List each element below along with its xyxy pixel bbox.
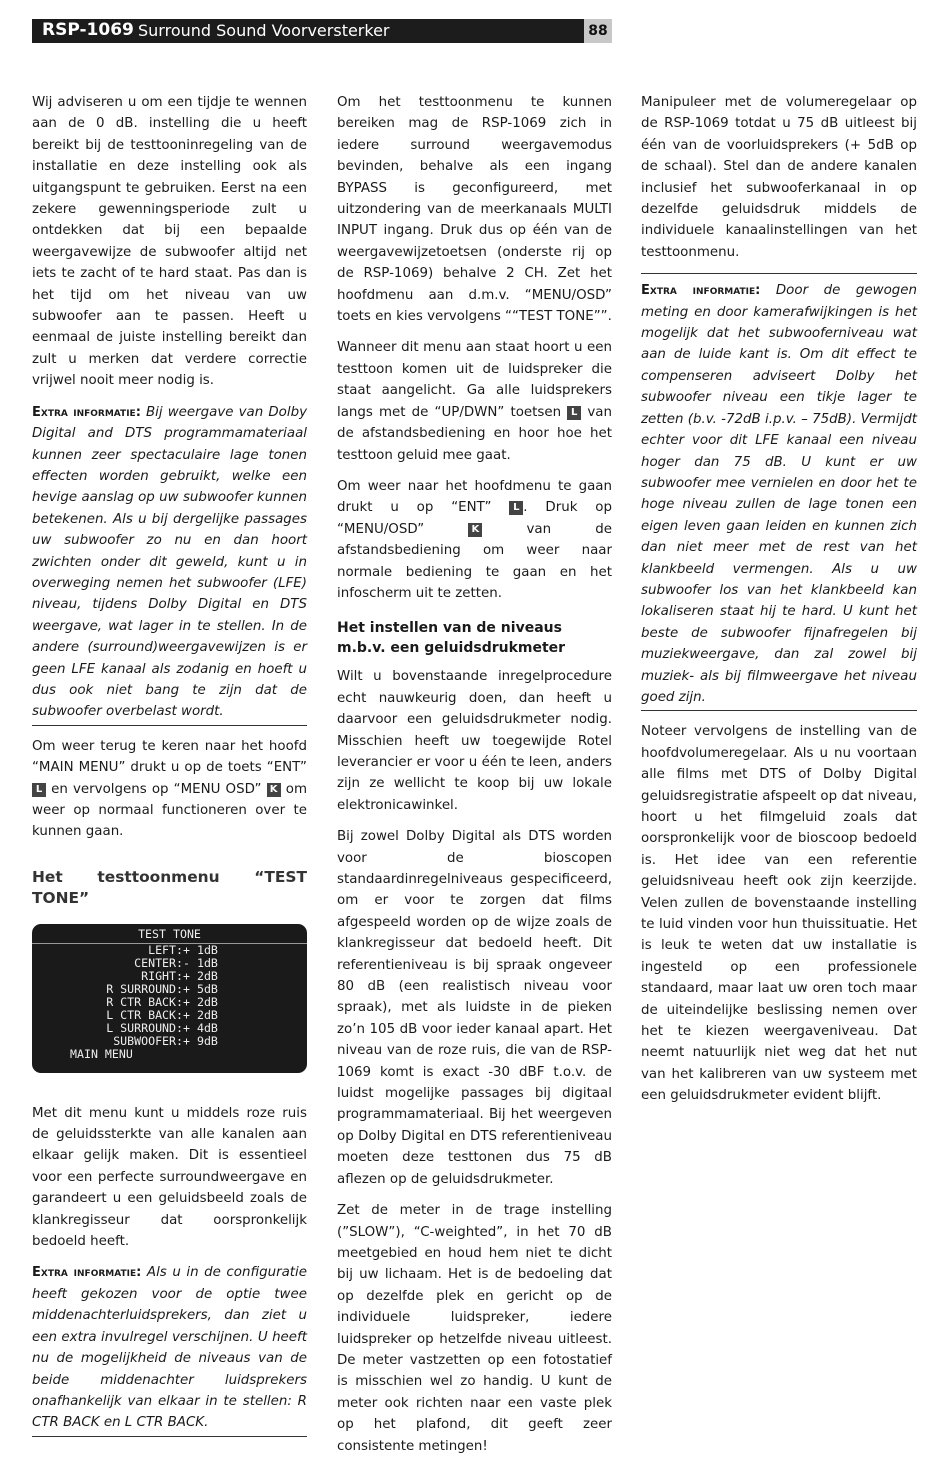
osd-row: [44, 983, 295, 996]
osd-label: R SURROUND:: [106, 981, 183, 996]
extra-info-label: Extra informatie:: [32, 404, 141, 420]
paragraph-part: Om weer naar het hoofdmenu te gaan drukt u op “ENT”: [337, 478, 612, 516]
paragraph: Wij adviseren u om een tijdje te wennen aan de 0 dB. instelling die u heeft bereikt bij de testtooninregeling van de installatie en deze instelling ook als uitgangspunt te gebruiken. Eerst na een zekere gewenningsperiode zult u ontdekken dat bij een bepaalde weergavewijze de subwoofer altijd net iets te zacht of te hard staat. Pas dan is het tijd om het niveau van uw subwoofer aan te passen. Heeft u eenmaal de juiste instelling bereikt dan zult u merken dat verdere correctie vrijwel nooit meer nodig is.: [32, 95, 307, 389]
osd-value: + 2dB: [183, 968, 218, 983]
paragraph: [337, 337, 612, 465]
l-key-icon: L: [509, 501, 523, 515]
osd-label: CENTER:: [134, 955, 183, 970]
paragraph-part: van de afstandsbediening om weer naar normale bediening te gaan en het infoscherm uit te zetten.: [337, 521, 612, 601]
osd-main-menu: [44, 1048, 295, 1061]
osd-label: SUBWOOFER:: [113, 1033, 183, 1048]
osd-row: [44, 970, 295, 983]
osd-row: [44, 944, 295, 957]
k-key-icon: K: [267, 783, 281, 797]
header-bar: [32, 19, 612, 43]
section-heading: Het instellen van de niveaus m.b.v. een geluidsdrukmeter: [337, 620, 566, 657]
extra-info-body: Bij weergave van Dolby Digital and DTS programmamateriaal kunnen zeer spectaculaire lage tonen effecten worden gebruikt, welke een hevige aanslag op uw subwoofer kunnen betekenen. Als u bij dergelijke passages uw subwoofer zo nu en dan hoort zwichten onder dit geweld, kunt u in overweging nemen het subwoofer (LFE) niveau, tijdens Dolby Digital en DTS weergave, wat lager in te stellen. In de andere (surround)weergavewijzen is er geen LFE kanaal als zodanig en hoeft u dus ook niet bang te zijn dat de subwoofer overbelast wordt.: [32, 404, 307, 720]
paragraph-part: van de afstandsbediening en hoor hoe het testtoon geluid mee gaat.: [337, 404, 612, 463]
osd-label: LEFT:: [148, 942, 183, 957]
extra-info-body: Als u in de configuratie heeft gekozen voor de optie twee middenachterluidsprekers, dan ziet u een extra invulregel verschijnen. U heeft nu de mogelijkheid de niveaus van de beide middenachter luidsprekers onafhankelijk van elkaar in te stellen: R CTR BACK en L CTR BACK.: [32, 1265, 307, 1431]
extra-info-label: Extra informatie:: [32, 1265, 142, 1281]
osd-footer: MAIN MENU: [70, 1046, 133, 1061]
extra-info-box: [32, 1262, 307, 1436]
paragraph: Manipuleer met de volumeregelaar op de RSP-1069 totdat u 75 dB uitleest bij één van de voorluidsprekers (+ 5dB op de schaal). Stel dan de andere kanalen inclusief het subwooferkanaal in op dezelfde geluidsdruk middels de individuele kanaalinstellingen van het testtoonmenu.: [641, 95, 917, 260]
osd-row: [44, 1009, 295, 1022]
column-3: [641, 92, 917, 1117]
osd-row: [44, 1035, 295, 1048]
page-number: 88: [584, 19, 612, 43]
paragraph: [337, 476, 612, 604]
osd-value: + 9dB: [183, 1033, 218, 1048]
paragraph-part: Wanneer dit menu aan staat hoort u een testtoon komen uit de luidspreker die staat aangelicht. Ga alle luidsprekers langs met de “UP/DWN” toetsen: [337, 340, 612, 420]
paragraph: Bij zowel Dolby Digital als DTS worden voor de bioscopen standaardinregelniveaus gespecificeerd, om er voor te zorgen dat films afgespeeld worden op de wijze zoals de klankregisseur dat bedoeld heeft. Dit referentieniveau is bij spraak ongeveer 80 dB (een realistisch niveau voor spraak), met als luidste in de pieken zo’n 105 dB voor ieder kanaal apart. Het niveau van de roze ruis, die van de RSP-1069 komt is exact -30 dBF t.o.v. de luidst mogelijke passages bij digitaal programmamateriaal. Bij het weergeven op Dolby Digital en DTS referentieniveau moeten deze testtonen dus 75 dB aflezen op de geluidsdrukmeter.: [337, 829, 612, 1187]
extra-info-box: [32, 402, 307, 726]
paragraph-part: Om weer terug te keren naar het hoofd “MAIN MENU” drukt u op de toets “ENT”: [32, 738, 307, 776]
osd-label: L SURROUND:: [106, 1020, 183, 1035]
osd-value: + 1dB: [183, 942, 218, 957]
extra-info-text: [32, 1262, 307, 1433]
paragraph-part: . Druk op “MENU/OSD”: [337, 500, 612, 537]
paragraph: Wilt u bovenstaande inregelprocedure echt nauwkeurig doen, dan heeft u daarvoor een geluidsdrukmeter nodig. Misschien heeft uw toegewijde Rotel leverancier er voor u één te leen, anders zijn ze wellicht te koop bij uw lokale elektronicawinkel.: [337, 669, 612, 813]
l-key-icon: L: [32, 783, 46, 797]
osd-row: [44, 957, 295, 970]
k-key-icon: K: [468, 523, 482, 537]
osd-row: [44, 1022, 295, 1035]
osd-value: - 1dB: [183, 955, 218, 970]
osd-label: RIGHT:: [141, 968, 183, 983]
model-name: RSP-1069: [42, 20, 134, 40]
l-key-icon: L: [567, 406, 581, 420]
extra-info-text: [641, 280, 917, 708]
paragraph-part: en vervolgens op “MENU OSD”: [51, 781, 262, 797]
paragraph: [32, 736, 307, 843]
paragraph: Met dit menu kunt u middels roze ruis de geluidssterkte van alle kanalen aan elkaar gelijk maken. Dit is essentieel voor een perfecte surroundweergave en garandeert u een geluidsbeeld zoals de klankregisseur dat oorspronkelijk bedoeld heeft.: [32, 1105, 307, 1250]
extra-info-text: [32, 402, 307, 723]
extra-info-label: Extra informatie:: [641, 283, 761, 299]
osd-value: + 4dB: [183, 1020, 218, 1035]
osd-row: [44, 996, 295, 1009]
paragraph: Zet de meter in de trage instelling (”SLOW”), “C-weighted”, in het 70 dB meetgebied en houd hem niet te dicht bij uw lichaam. Het is de bedoeling dat op dezelfde plek en gericht op de individuele luidspreker, iedere luidspreker op hetzelfde niveau uitleest. De meter vastzetten op een fotostatief is misschien wel zo handig. U kunt de meter ook richten naar een vaste plek op het plafond, dit geeft zeer consistente metingen!: [337, 1203, 612, 1454]
osd-screen: [32, 924, 307, 1073]
osd-label: R CTR BACK:: [106, 994, 183, 1009]
section-heading: Het testtoonmenu “TEST TONE”: [32, 867, 307, 908]
osd-title: TEST TONE: [32, 928, 307, 944]
column-2: [337, 92, 612, 1467]
extra-info-box: [641, 273, 917, 711]
osd-value: + 5dB: [183, 981, 218, 996]
paragraph: Noteer vervolgens de instelling van de hoofdvolumeregelaar. Als u nu voortaan alle films met DTS of Dolby Digital geluidsregistratie afspeelt op dat niveau, hoort u het filmgeluid zoals dat oorspronkelijk voor de bioscoop bedoeld is. Het idee van een referentie geluidsniveau heeft ook zijn keerzijde. Velen zullen de bovenstaande instelling te luid vinden voor hun thuissituatie. Het is leuk te weten dat uw installatie is ingesteld op een professionele standaard, maar laat uw oren toch maar de uiteindelijke beslissing nemen over het te kiezen weergaveniveau. Dat neemt natuurlijk niet weg dat het nut van het kalibreren van uw systeem met een geluidsdrukmeter evident blijft.: [641, 724, 917, 1104]
paragraph-part: om weer op normaal functioneren over te kunnen gaan.: [32, 781, 308, 840]
paragraph: Om het testtoonmenu te kunnen bereiken mag de RSP-1069 zich in iedere surround weergavemodus bevinden, behalve als een ingang BYPASS is geconfigureerd, met uitzondering van de meerkanaals MULTI INPUT ingang. Druk dus op één van de weergavewijzetoetsen (onderste rij op de RSP-1069) behalve 2 CH. Zet het hoofdmenu aan d.m.v. “MENU/OSD” toets en kies vervolgens ““TEST TONE””.: [337, 95, 612, 325]
osd-value: + 2dB: [183, 994, 218, 1009]
extra-info-body: Door de gewogen meting en door kamerafwijkingen is het mogelijk dat het subwooferniveau wat aan de luide kant is. Om dit effect te compenseren adviseert Dolby het subwoofer niveau een tikje lager te zetten (b.v. -72dB i.p.v. – 75dB). Vermijdt echter voor dit LFE kanaal een niveau hoger dan 75 dB. U kunt er uw subwoofer mee vernielen en door het te hoge niveau zullen de lage tonen een eigen leven gaan leiden en kunnen zich dan niet meer met de rest van het klankbeeld vermengen. Als u uw subwoofer los van het klankbeeld kan lokaliseren staat hij te hard. U kunt het beste de subwoofer fijnafregelen bij muziekweergave, dan zal zowel bij muziek- als bij filmweergave het niveau goed zijn.: [641, 283, 917, 705]
column-1: [32, 92, 307, 1447]
osd-value: + 2dB: [183, 1007, 218, 1022]
header-subtitle: Surround Sound Voorversterker: [138, 21, 390, 40]
osd-label: L CTR BACK:: [106, 1007, 183, 1022]
